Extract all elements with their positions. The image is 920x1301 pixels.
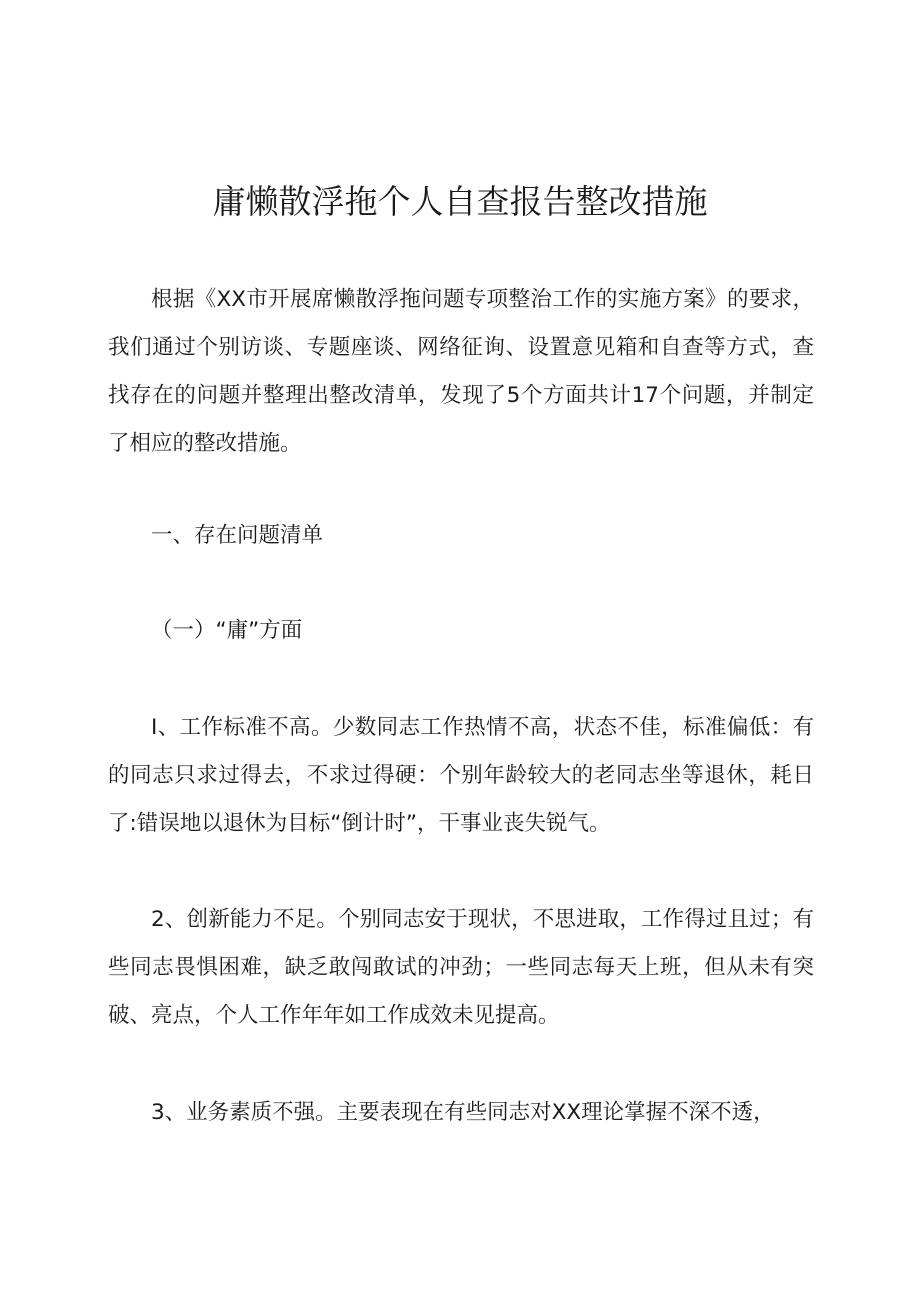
intro-paragraph: 根据《XX市开展席懒散浮拖问题专项整治工作的实施方案》的要求，我们通过个别访谈、专题座谈、网络征询、设置意见箱和自查等方式，查找存在的问题并整理出整改清单，发现了5个方面共计17个问题，并制定了相应的整改措施。 (108, 287, 814, 456)
section-heading: 一、存在问题清单 (151, 523, 324, 548)
document-title: 庸懒散浮拖个人自查报告整改措施 (212, 182, 708, 221)
problem-item-2: 2、创新能力不足。个别同志安于现状，不思进取，工作得过且过；有些同志畏惧困难，缺乏敢闯敢试的冲劲；一些同志每天上班，但从未有突破、亮点，个人工作年年如工作成效未见提高。 (108, 907, 814, 1028)
problem-item-1: I、工作标准不高。少数同志工作热情不高，状态不佳，标准偏低：有的同志只求过得去，不求过得硬：个别年龄较大的老同志坐等退休，耗日了:错误地以退休为目标“倒计时”，干事业丧失锐气。 (108, 715, 814, 836)
subsection-heading: （一）“庸”方面 (151, 618, 303, 643)
problem-item-3: 3、业务素质不强。主要表现在有些同志对XX理论掌握不深不透， (151, 1100, 775, 1125)
